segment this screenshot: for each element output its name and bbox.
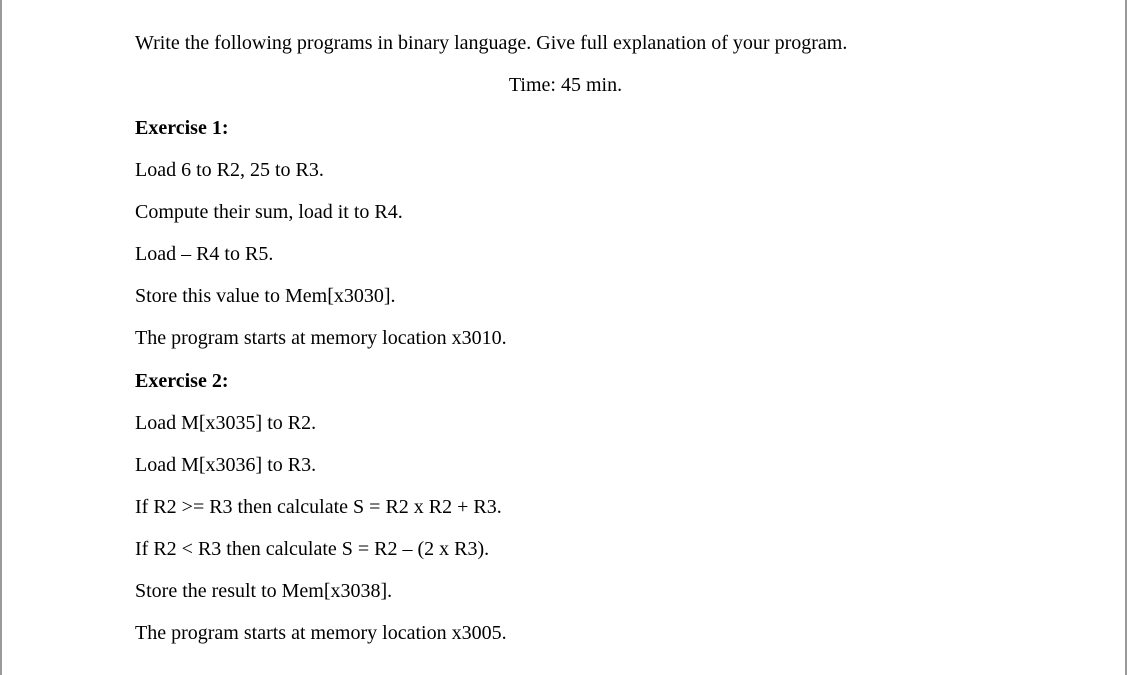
exercise-2-line: Store the result to Mem[x3038]. bbox=[135, 580, 393, 602]
instructions-text: Write the following programs in binary language. Give full explanation of your program. bbox=[135, 32, 848, 54]
exercise-1-line: Store this value to Mem[x3030]. bbox=[135, 285, 396, 307]
exercise-2-line: Load M[x3036] to R3. bbox=[135, 454, 317, 476]
exercise-1-line: Load – R4 to R5. bbox=[135, 243, 274, 265]
exercise-1-line: Compute their sum, load it to R4. bbox=[135, 201, 403, 223]
exercise-2-line: If R2 < R3 then calculate S = R2 – (2 x R3). bbox=[135, 538, 490, 560]
exercise-1-heading: Exercise 1: bbox=[135, 117, 229, 139]
exercise-1-line: Load 6 to R2, 25 to R3. bbox=[135, 159, 324, 181]
exercise-2-heading: Exercise 2: bbox=[135, 370, 229, 392]
exercise-2-line: If R2 >= R3 then calculate S = R2 x R2 + R3. bbox=[135, 496, 502, 518]
exercise-2-line: Load M[x3035] to R2. bbox=[135, 412, 317, 434]
time-limit-text: Time: 45 min. bbox=[508, 74, 623, 96]
exercise-1-line: The program starts at memory location x3010. bbox=[135, 327, 507, 349]
exercise-2-line: The program starts at memory location x3005. bbox=[135, 622, 507, 644]
